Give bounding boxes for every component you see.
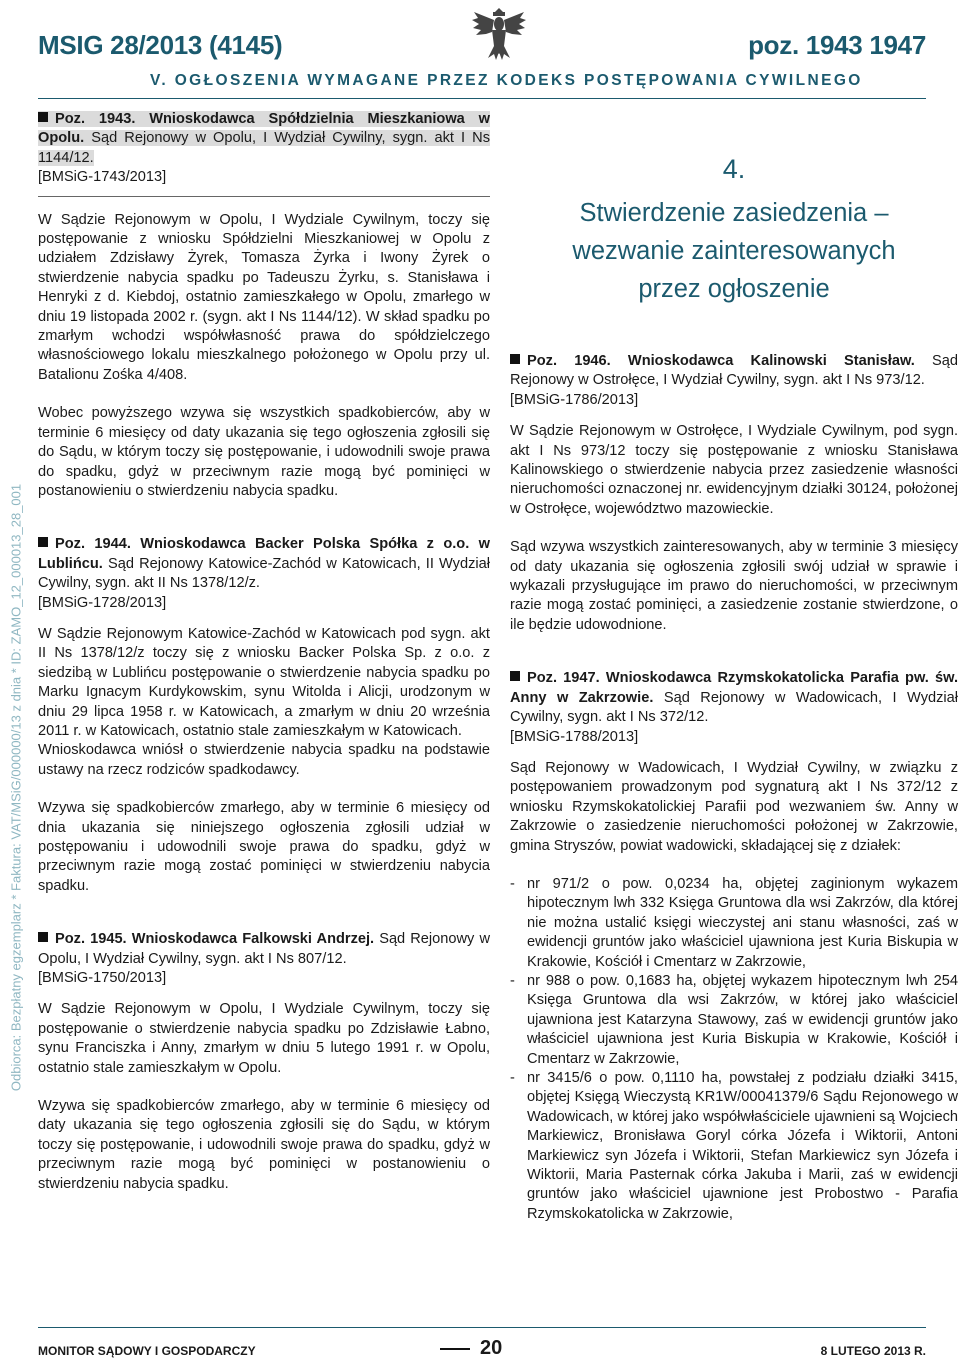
notice-1947: [510, 669, 958, 1224]
section-title: V. OGŁOSZENIA WYMAGANE PRZEZ KODEKS POSTĘPOWANIA CYWILNEGO: [150, 72, 863, 89]
notice-1943-summons: Wobec powyższego wzywa się wszystkich spadkobierców, aby w terminie 6 miesięcy od daty ukazania się tego ogłoszenia zgłosili się do Sądu, w którym toczy się postępowanie, i udowodnili swoje prawa do spadku, gdyż w przeciwnym razie mogą być pominięci w postanowieniu o stwierdzeniu nabycia spadku.: [38, 405, 490, 499]
notice-1946-court: Sąd Rejonowy w Ostrołęce, I Wydział Cywilny, sygn. akt I Ns 973/12.: [510, 353, 958, 389]
notice-1943: [38, 110, 490, 501]
notice-1946-summons: Sąd wzywa wszystkich zainteresowanych, aby w terminie 3 miesięcy od daty ukazania się ogłoszenia zgłosili swój udział w sprawie i wykazali przysługujące im prawo do nieruchomości, w przeciwnym razie mogą zostać pominięci, a zasiedzenie zostanie stwierdzone, o ile będzie udowodnione.: [510, 539, 958, 633]
square-bullet-icon: [38, 537, 48, 547]
notice-1945-court: Sąd Rejonowy w Opolu, I Wydział Cywilny, sygn. akt I Ns 807/12.: [38, 931, 490, 967]
left-column: [38, 110, 490, 1194]
recipient-watermark: Odbiorca: Bezpłatny egzemplarz * Faktura: VAT/MSiG/000000/13 z dnia * ID: ZAMO_12_000013_28_001: [8, 483, 24, 1092]
list-item: - nr 971/2 o pow. 0,0234 ha, objętej zaginionym wykazem hipotecznym lwh 332 Księga Gruntowa dla wsi Zakrzów, dla której nie można ustalić księgi wieczystej ani stanu własności, zaś w ewidencji gruntów jako właściciel ujawniona jest Kuria Biskupia w Krakowie, Kościół i Cmentarz w Zakrzowie,: [510, 875, 958, 970]
notice-1947-court: Sąd Rejonowy w Wadowicach, I Wydział Cywilny, sygn. akt I Ns 372/12.: [510, 689, 959, 726]
notice-divider: [38, 196, 490, 197]
notice-1945-body: W Sądzie Rejonowym w Opolu, I Wydziale Cywilnym, toczy się postępowanie o stwierdzenie nabycia spadku po Zdzisławie Łabno, synu Franciszka i Anny, zmarłym w dniu 5 lutego 1991 r. w Opolu, ostatnio stale zamieszkałym w Opolu.: [38, 1001, 490, 1076]
notice-1944-body: W Sądzie Rejonowym Katowice-Zachód w Katowicach pod sygn. akt II Ns 1378/12/z toczy się z wniosku Backer Polska Sp. z o.o. z siedzibą w Lublińcu postępowanie o stwierdzenie nabycia spadku po Marku Ignacym Kurdykowskim, synu Witolda i Alicji, urodzonym w dniu 29 lipca 1958 r. w Katowicach, a zmarłym w dniu 20 września 2011 r. w Katowicach, ostatnio stale zamieszkałym w Katowicach.: [38, 625, 490, 739]
chapter-title-line-1: Stwierdzenie zasiedzenia –: [579, 199, 889, 227]
chapter-title-line-2: wezwanie zainteresowanych: [572, 237, 896, 265]
notice-1944-ref: [BMSiG-1728/2013]: [38, 594, 167, 611]
notice-1947-body: Sąd Rejonowy w Wadowicach, I Wydział Cywilny, w związku z postępowaniem prowadzonym pod sygnaturą akt I Ns 372/12 z wniosku Rzymskokatolickiej Parafii pod wezwaniem św. Anny w Zakrzowie o zasiedzenie nieruchomości położonej w Zakrzowie, gmina Stryszów, powiat wadowicki, składającej się z działek:: [510, 759, 958, 854]
notice-1946-ref: [BMSiG-1786/2013]: [510, 391, 639, 408]
notice-1945-summons: Wzywa się spadkobierców zmarłego, aby w terminie 6 miesięcy od daty ukazania się tego ogłoszenia zgłosili się do Sądu, w którym toczy się postępowanie, i udowodnili swoje prawa do spadku, gdyż w przeciwnym razie mogą być pominięci w postanowieniu o stwierdzeniu nabycia spadku.: [38, 1098, 490, 1192]
notice-1943-body: W Sądzie Rejonowym w Opolu, I Wydziale Cywilnym, toczy się postępowanie z wniosku Spółdzielni Mieszkaniowej w Opolu z udziałem Zdzisławy Żyrek, Tomasza Żyrka i Iwony Żyrek o stwierdzenie nabycia spadku po Tadeuszu Żyrku, s. Stanisława i Henryki z d. Kiebdoj, ostatnio zamieszkałego w Opolu, zmarłego w dniu 19 listopada 2002 r. (sygn. akt I Ns 1144/12). W skład spadku po zmarłym wchodzi współwłasność prawa do spółdzielczego własnościowego lokalu mieszkalnego położonego w Opolu przy ul. Batalionu Zośka 4/408.: [38, 211, 490, 383]
position-range: poz. 1943 1947: [748, 30, 926, 60]
polish-eagle-emblem-icon: [470, 2, 528, 64]
notice-1946-body: W Sądzie Rejonowym w Ostrołęce, I Wydziale Cywilnym, pod sygn. akt I Ns 973/12 toczy się postępowanie z wniosku Stanisława Kalinowskiego o stwierdzenie nabycia przez zasiedzenie własności nieruchomości oznaczonej nr. ewidencyjnym działki 30124, położonej w Ostrołęce, województwo mazowieckie.: [510, 423, 958, 517]
chapter-heading: [510, 152, 958, 308]
parcel-list: [510, 875, 958, 1224]
notice-1943-ref: [BMSiG-1743/2013]: [38, 169, 167, 186]
list-item: - nr 3415/6 o pow. 0,1110 ha, powstałej z podziału działki 3415, objętej Księgą Wieczystą KR1W/00041379/6 Sądu Rejonowego w Wadowicach, w której jako współwłaściciele ujawnieni są Wojciech Markiewicz, Bronisława Goryl córka Józefa i Wiktorii, Antoni Markiewicz syn Józefa i Wiktorii, Stefan Markiewicz syn Józefa i Wiktorii, Maria Pasternak córka Jakuba i Marii, zaś w ewidencji gruntów jako właściciel ujawnione jest Probostwo - Parafia Rzymskokatolicka w Zakrzowie,: [510, 1070, 958, 1222]
issue-number: MSIG 28/2013 (4145): [38, 30, 283, 60]
publication-date: 8 LUTEGO 2013 R.: [820, 1344, 926, 1358]
notice-1947-title: Poz. 1947. Wnioskodawca Rzymskokatolicka Parafia pw. św. Anny w Zakrzowie.: [510, 670, 958, 706]
chapter-title-line-3: przez ogłoszenie: [638, 275, 830, 303]
notice-1947-heading: [510, 669, 958, 727]
page-number: 20: [440, 1337, 502, 1360]
square-bullet-icon: [38, 112, 48, 122]
chapter-number: 4.: [722, 154, 746, 184]
notice-1947-ref: [BMSiG-1788/2013]: [510, 728, 639, 745]
notice-1945: [38, 930, 490, 1194]
notice-1944: [38, 535, 490, 896]
notice-1946-title: Poz. 1946. Wnioskodawca Kalinowski Stanisław.: [527, 353, 915, 369]
notice-1943-title: Poz. 1943. Wnioskodawca Spółdzielnia Mieszkaniowa w Opolu.: [38, 111, 490, 147]
notice-1945-ref: [BMSiG-1750/2013]: [38, 970, 167, 987]
notice-1944-title: Poz. 1944. Wnioskodawca Backer Polska Spółka z o.o. w Lublińcu.: [38, 536, 490, 572]
notice-1943-court: Sąd Rejonowy w Opolu, I Wydział Cywilny, sygn. akt I Ns 1144/12.: [38, 130, 490, 166]
notice-1944-summons: Wzywa się spadkobierców zmarłego, aby w terminie 6 miesięcy od dnia ukazania się niniejszego ogłoszenia zgłosili udział w postępowaniu i udowodnili swoje prawa do spadku, gdyż w przeciwnym razie mogą zostać pominięci w stwierdzeniu nabycia spadku.: [38, 800, 490, 894]
notice-1943-heading: [38, 110, 490, 168]
notice-1944-court: Sąd Rejonowy Katowice-Zachód w Katowicach, II Wydział Cywilny, sygn. akt II Ns 1378/12/z.: [38, 555, 490, 592]
notice-1945-title: Poz. 1945. Wnioskodawca Falkowski Andrzej.: [55, 931, 375, 948]
notice-1946-heading: [510, 352, 958, 391]
header-divider: [38, 98, 926, 99]
notice-1945-heading: [38, 930, 490, 969]
square-bullet-icon: [38, 932, 48, 942]
footer-divider: [38, 1327, 926, 1328]
publication-name: MONITOR SĄDOWY I GOSPODARCZY: [38, 1344, 256, 1358]
notice-1944-heading: [38, 535, 490, 593]
notice-1946: [510, 352, 958, 635]
notice-1944-request: Wnioskodawca wniósł o stwierdzenie nabycia spadku na podstawie ustawy na rzecz rodziców spadkodawcy.: [38, 742, 490, 778]
list-item: - nr 988 o pow. 0,1683 ha, objętej wykazem hipotecznym lwh 254 Księga Gruntowa dla wsi Zakrzów, w której jako właściciel ujawniona jest Katarzyna Stawowy, zaś w ewidencji gruntów jako właściciel ujawniona jest Kuria Biskupia w Krakowie, Kościół i Cmentarz w Zakrzowie,: [510, 972, 958, 1067]
right-column: [510, 152, 958, 1224]
square-bullet-icon: [510, 354, 520, 364]
square-bullet-icon: [510, 671, 520, 681]
